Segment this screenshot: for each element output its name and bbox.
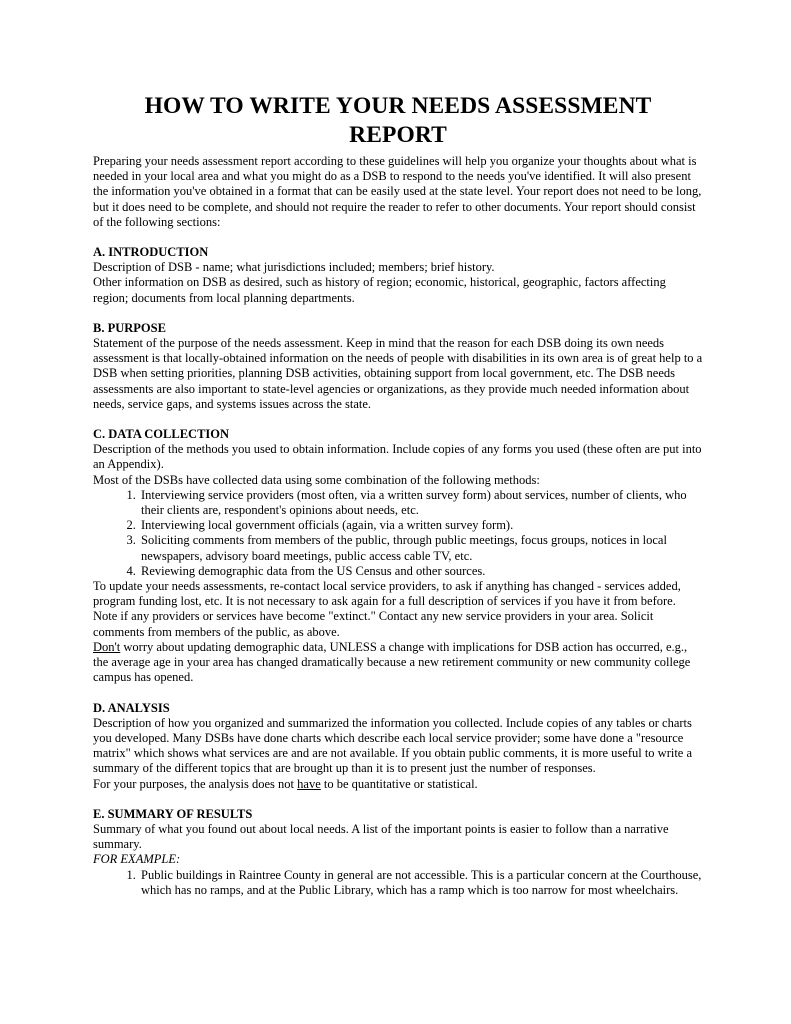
title-line-2: REPORT bbox=[349, 122, 447, 148]
section-heading-introduction: A. INTRODUCTION bbox=[93, 245, 209, 260]
data-collection-paragraph-4 bbox=[93, 640, 703, 686]
have-underlined: have bbox=[297, 776, 321, 791]
section-purpose bbox=[93, 321, 703, 412]
section-summary-of-results bbox=[93, 807, 703, 898]
document-page bbox=[93, 92, 703, 898]
list-item: 3. Soliciting comments from members of the public, through public meetings, focus groups, notices in local newspapers, advisory board meetings, public access cable TV, etc. bbox=[139, 533, 703, 563]
section-heading-analysis: D. ANALYSIS bbox=[93, 700, 170, 715]
section-heading-summary: E. SUMMARY OF RESULTS bbox=[93, 806, 253, 821]
analysis-paragraph-2-before: For your purposes, the analysis does not bbox=[93, 776, 298, 791]
list-item: 1. Public buildings in Raintree County in general are not accessible. This is a particular concern at the Courthouse, which has no ramps, and at the Public Library, which has a ramp which is too narrow for most wheelchairs. bbox=[139, 868, 703, 898]
section-data-collection bbox=[93, 427, 703, 685]
summary-paragraph: Summary of what you found out about local needs. A list of the important points is easier to follow than a narrative summary. bbox=[93, 821, 669, 852]
example-label: FOR EXAMPLE: bbox=[93, 852, 181, 867]
list-item: 4. Reviewing demographic data from the US Census and other sources. bbox=[139, 564, 703, 579]
section-heading-data-collection: C. DATA COLLECTION bbox=[93, 427, 230, 442]
list-item: 1. Interviewing service providers (most often, via a written survey form) about services, number of clients, who their clients are, respondent's opinions about needs, etc. bbox=[139, 488, 703, 518]
analysis-paragraph-2 bbox=[93, 777, 703, 792]
section-introduction bbox=[93, 245, 703, 306]
methods-list bbox=[93, 488, 703, 579]
analysis-paragraph-2-after: to be quantitative or statistical. bbox=[320, 776, 478, 791]
list-item: 2. Interviewing local government officials (again, via a written survey form). bbox=[139, 518, 703, 533]
data-collection-paragraph-4-text: worry about updating demographic data, UNLESS a change with implications for DSB action has occurred, e.g., the average age in your area has changed dramatically because a new retirement community or new community college campus has opened. bbox=[93, 639, 691, 685]
introduction-paragraph-1: Description of DSB - name; what jurisdictions included; members; brief history. bbox=[93, 260, 495, 275]
examples-list bbox=[93, 868, 703, 898]
dont-underlined: Don't bbox=[93, 639, 121, 654]
page-title bbox=[93, 92, 703, 150]
section-analysis bbox=[93, 701, 703, 792]
introduction-paragraph-2: Other information on DSB as desired, such as history of region; economic, historical, geographic, factors affecting region; documents from local planning departments. bbox=[93, 275, 666, 305]
section-heading-purpose: B. PURPOSE bbox=[93, 320, 166, 335]
data-collection-paragraph-2: Most of the DSBs have collected data using some combination of the following methods: bbox=[93, 472, 540, 487]
data-collection-paragraph-1: Description of the methods you used to obtain information. Include copies of any forms you used (these often are put into an Appendix). bbox=[93, 442, 702, 472]
purpose-paragraph: Statement of the purpose of the needs assessment. Keep in mind that the reason for each DSB doing its own needs assessment is that locally-obtained information on the needs of people with disabilities in its own area is of great help to a DSB when setting priorities, planning DSB activities, obtaining support from local government, etc. The DSB needs assessments are also important to state-level agencies or organizations, as they provide much needed information about needs, service gaps, and systems issues across the state. bbox=[93, 336, 703, 411]
intro-paragraph: Preparing your needs assessment report according to these guidelines will help you organize your thoughts about what is needed in your local area and what you might do as a DSB to respond to the needs you've identified. It will also present the information you've obtained in a format that can be easily used at the state level. Your report does not need to be long, but it does need to be complete, and should not require the reader to refer to other documents. Your report should consist of the following sections: bbox=[93, 154, 702, 229]
title-line-1: HOW TO WRITE YOUR NEEDS ASSESSMENT bbox=[144, 93, 652, 119]
data-collection-paragraph-3: To update your needs assessments, re-contact local service providers, to ask if anything has changed - services added, program funding lost, etc. It is not necessary to ask again for a full description of services if you have it from before. Note if any providers or services have become "extinct." Contact any new service providers in your area. Solicit comments from members of the public, as above. bbox=[93, 579, 681, 639]
analysis-paragraph-1: Description of how you organized and summarized the information you collected. Include copies of any tables or charts you developed. Many DSBs have done charts which describe each local service provider; some have done a "resource matrix" which shows what services are and are not available. If you obtain public comments, it is more useful to write a summary of the different topics that are brought up than it is to present just the number of responses. bbox=[93, 715, 693, 776]
